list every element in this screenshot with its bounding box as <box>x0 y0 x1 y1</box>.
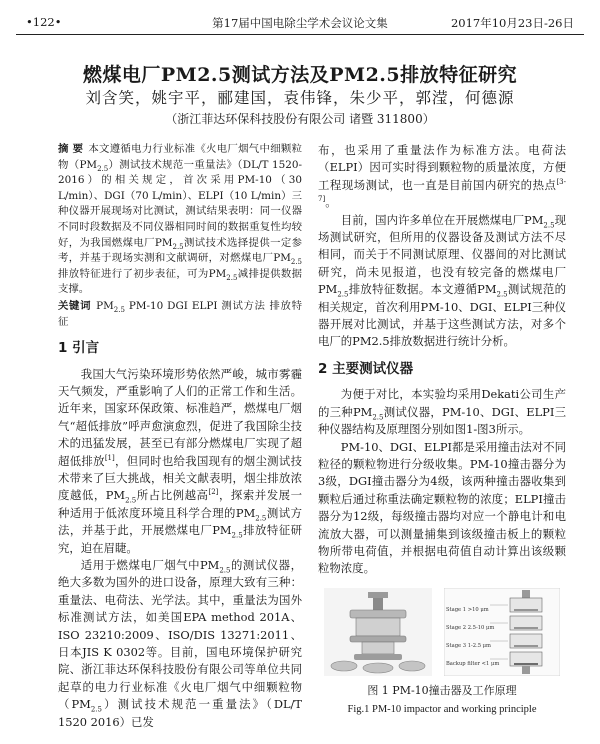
intro-paragraph-2: 适用于燃煤电厂烟气中$PM_{2.5}$的测试仪器，绝大多数为国外的进口设备，原理大致有三种：重量法、电荷法、光学法。其中，重量法为国外标准测试方法，如美国EPA method 201A、ISO 23210:2009、ISO/DIS 13271:2011、日本JIS K 0302等。目前，国电环境保护研究院、浙江菲达环保科技股份有限公司等单位共同起草的电力行业标准《火电厂烟气中细颗粒物$(PM_{2.5})$测试技术规范一重量法》（DL/T 1520 2016）已发 <box>58 558 302 729</box>
affiliation: （浙江菲达环保科技股份有限公司 诸暨 311800） <box>165 112 435 126</box>
intro-paragraph-3: 目前，国内许多单位在开展燃煤电厂$PM_{2.5}$现场测试研究，但所用的仪器设备及测试方法不尽相同，而关于不同测试原理、仪器间的对比测试研究，尚未见报道，也没有较完备的燃煤电厂$PM_{2.5}$排放特征数据。本文遵循$PM_{2.5}$测试规范的相关规定，首次利用PM-10、DGI、ELPI三种仪器开展对比测试，并基于这些测试方法，对多个电厂的PM2.5排放数据进行统计分析。 <box>318 212 566 349</box>
intro-paragraph-1: 我国大气污染环境形势依然严峻，城市雾霾天气频发，严重影响了人们的正常工作和生活。近年来，国家环保政策、标准趋严，燃煤电厂烟气“超低排放”呼声愈演愈烈，促进了我国除尘技术的迅猛发展，甚至已有部分燃煤电厂实现了超超低排放[1]，但同时也给我国现有的烟尘测试技术带来了巨大挑战，相关文献表明，烟尘排放浓度越低，$PM_{2.5}$所占比例越高[2]，探索并发展一种适用于低浓度环境且科学合理的$PM_{2.5}$测试方法，并基于此，开展燃煤电厂$PM_{2.5}$排放特征研究，迫在眉睫。 <box>58 366 302 555</box>
figure-1 <box>318 588 566 676</box>
impactor-photo <box>324 588 432 676</box>
abstract: 摘 要 本文遵循电力行业标准《火电厂烟气中细颗粒物$(PM_{2.5})$测试技术规范一重量法》（DL/T 1520-2016）的相关规定，首次采用PM-10（30 L/min）、DGI（70 L/min）、ELPI（10 L/min）三种仪器开展现场对比测试，测试结果表明：同一仪器不同时段数据及不同仪器相同时间的数据重复性均较好，为我国燃煤电厂$PM_{2.5}$测试技术选择提供一定参考，并基于现场实测和文献调研，对燃煤电厂$PM_{2.5}$排放特征进行了初步表征，可为$PM_{2.5}$减排提供数据支撑。 <box>58 143 303 296</box>
impactor-diagram <box>444 588 560 676</box>
instruments-paragraph-2: PM-10、DGI、ELPI都是采用撞击法对不同粒径的颗粒物进行分级收集。PM-10撞击器分为3级，DGI撞击器分为4级，该两种撞击器收集到颗粒后通过称重法确定颗粒物的浓度；ELPI撞击器分为12级，每级撞击器均对应一个静电计和电流放大器，可以测量捕集到该级撞击板上的颗粒物所带电荷值，并根据电荷值自动计算出该级颗粒物浓度。 <box>318 439 566 576</box>
figure-caption-en: Fig.1 PM-10 impactor and working principle <box>347 704 537 716</box>
author-list: 刘含笑，姚宇平，郦建国，袁伟锋，朱少平，郭滢，何德源 <box>85 89 515 107</box>
page-number: •122• <box>26 15 62 29</box>
header-rule <box>16 34 584 35</box>
keywords-label: 关键词 <box>58 299 92 312</box>
section-heading-instruments: 2 主要测试仪器 <box>318 360 414 377</box>
stage-label: Stage 1 >10 μm <box>446 606 489 613</box>
figure-caption-zh: 图 1 PM-10撞击器及工作原理 <box>367 683 517 697</box>
stage-label: Stage 2 2.5-10 μm <box>446 624 495 631</box>
conference-name: 第17届中国电除尘学术会议论文集 <box>212 16 388 30</box>
paper-title: 燃煤电厂PM2.5测试方法及PM2.5排放特征研究 <box>82 64 518 86</box>
section-heading-introduction: 1 引言 <box>58 340 100 357</box>
page-header <box>16 12 584 34</box>
intro-paragraph-continued: 布，也采用了重量法作为标准方法。电荷法（ELPI）因可实时得到颗粒物的质量浓度，方便工程现场测试，也一直是目前国内研究的热点[3-7]。 <box>318 143 566 210</box>
conference-date: 2017年10月23日-26日 <box>450 16 574 30</box>
keywords: 关键词 $PM_{2.5}$ PM-10 DGI ELPI 测试方法 排放特征 <box>58 299 302 328</box>
left-column <box>58 142 302 731</box>
instruments-paragraph-1: 为便于对比，本实验均采用Dekati公司生产的三种$PM_{2.5}$测试仪器，PM-10、DGI、ELPI三种仪器结构及原理图分别如图1-图3所示。 <box>318 387 566 437</box>
stage-label: Backup filter <1 μm <box>446 660 500 667</box>
stage-label: Stage 3 1-2.5 μm <box>446 642 491 649</box>
right-column <box>318 142 566 719</box>
abstract-label: 摘 要 <box>58 143 84 155</box>
